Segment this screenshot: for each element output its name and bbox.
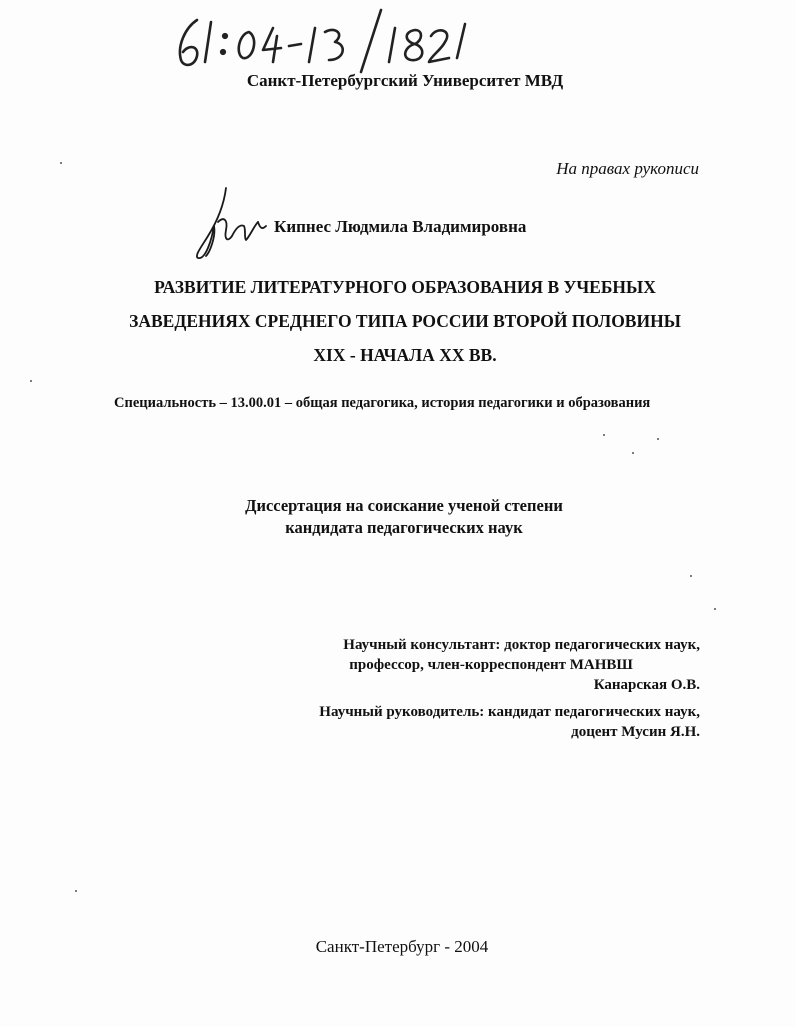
speciality-line: Специальность – 13.00.01 – общая педагогика, история педагогики и образования <box>114 395 651 411</box>
consultant-rank-line: профессор, член-корреспондент МАНВШ <box>349 657 633 673</box>
scan-speck <box>657 438 659 440</box>
degree-line: кандидата педагогических наук <box>285 518 523 537</box>
city-and-year: Санкт-Петербург - 2004 <box>315 937 489 956</box>
author-signature <box>188 186 268 262</box>
title-line: РАЗВИТИЕ ЛИТЕРАТУРНОГО ОБРАЗОВАНИЯ В УЧЕБНЫХ <box>154 277 656 297</box>
scan-speck <box>75 890 77 892</box>
dissertation-title <box>0 270 796 372</box>
scan-speck <box>30 380 32 382</box>
consultant-title-line: Научный консультант: доктор педагогических наук, <box>343 637 700 653</box>
scan-speck <box>632 452 634 454</box>
scan-speck <box>60 162 62 164</box>
university-name: Санкт-Петербургский Университет МВД <box>246 71 564 90</box>
author-name: Кипнес Людмила Владимировна <box>274 217 527 236</box>
manuscript-rights-note: На правах рукописи <box>556 159 699 178</box>
consultant-name: Канарская О.В. <box>593 677 700 693</box>
supervisor-name-line: доцент Мусин Я.Н. <box>571 724 700 740</box>
scientific-supervisor <box>319 702 700 742</box>
degree-statement <box>0 495 796 539</box>
degree-line: Диссертация на соискание ученой степени <box>245 496 563 515</box>
scientific-consultant <box>343 635 700 695</box>
handwritten-archive-code <box>165 6 485 76</box>
scan-speck <box>714 608 716 610</box>
scan-speck <box>603 434 605 436</box>
supervisor-title-line: Научный руководитель: кандидат педагогических наук, <box>319 704 700 720</box>
scan-speck <box>690 575 692 577</box>
title-line: XIX - НАЧАЛА XX ВВ. <box>313 345 497 365</box>
title-line: ЗАВЕДЕНИЯХ СРЕДНЕГО ТИПА РОССИИ ВТОРОЙ ПОЛОВИНЫ <box>129 311 681 331</box>
